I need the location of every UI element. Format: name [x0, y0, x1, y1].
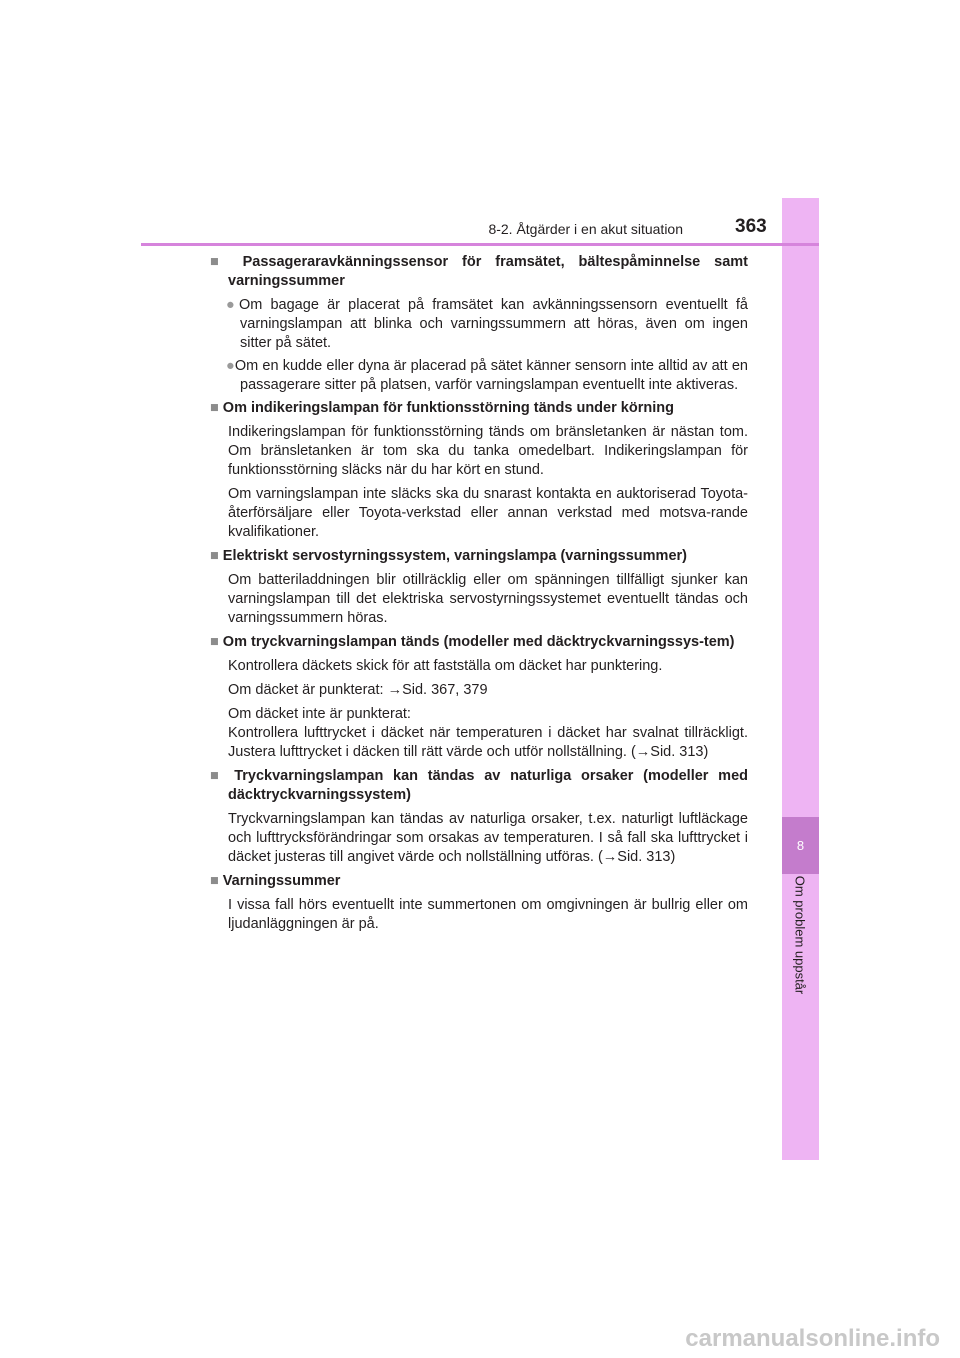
paragraph: Tryckvarningslampan kan tändas av naturliga orsaker, t.ex. naturligt luftläckage och lufttrycksförändringar som orsakas av temperaturen. I så fall ska lufttrycket i däcket justeras till angivet värde och nollställning utföras. (→Sid. 313): [228, 811, 748, 865]
section-title: 8-2. Åtgärder i en akut situation: [488, 221, 683, 237]
list-item-text: Om en kudde eller dyna är placerad på sätet känner sensorn inte alltid av att en passagerare sitter på platsen, varför varningslampan eventuellt inte aktiveras.: [234, 358, 748, 393]
section-heading: [210, 547, 748, 566]
chapter-title-text: Om problem uppstår: [792, 875, 808, 995]
section-heading-text: Varningssummer: [222, 873, 341, 889]
square-bullet-icon: ■: [210, 254, 243, 270]
page-content: [210, 253, 748, 939]
section-heading: [210, 767, 748, 805]
square-bullet-icon: ■: [210, 634, 223, 650]
header-rule: [141, 243, 819, 246]
section-heading: [210, 399, 748, 418]
paragraph: Om batteriladdningen blir otillräcklig eller om spänningen tillfälligt sjunker kan varningslampan till det elektriska servostyrningssystemet eventuellt tändas och varningssummern höras.: [228, 572, 748, 626]
list-item-text: Om bagage är placerat på framsätet kan avkänningssensorn eventuellt få varningslampan att blinka och varningssummern att höras, även om ingen sitter på sätet.: [238, 297, 748, 351]
page-number: 363: [735, 216, 767, 237]
square-bullet-icon: ■: [210, 768, 235, 784]
square-bullet-icon: ■: [210, 400, 223, 416]
paragraph: Indikeringslampan för funktionsstörning tänds om bränsletanken är nästan tom. Om bränsletanken är tom ska du tanka omedelbart. Indikeringslampan för funktionsstörning släcks när du har kört en stund.: [228, 424, 748, 478]
chapter-number-box: 8: [782, 817, 819, 874]
section-heading-text: Elektriskt servostyrningssystem, varningslampa (varningssummer): [222, 548, 687, 564]
round-bullet-icon: ●: [226, 297, 239, 313]
list-item: [210, 296, 748, 353]
watermark: carmanualsonline.info: [685, 1325, 940, 1352]
round-bullet-icon: ●: [226, 358, 235, 374]
paragraph: Om däcket är punkterat: →Sid. 367, 379: [228, 682, 488, 698]
section-heading: [210, 253, 748, 291]
square-bullet-icon: ■: [210, 873, 223, 889]
section-heading: [210, 633, 748, 652]
paragraph: Om däcket inte är punkterat: Kontrollera lufttrycket i däcket när temperaturen i däcket har svalnat tillräckligt. Justera lufttrycket i däcken till rätt värde och utför nollställning. (→Sid. 313): [228, 706, 748, 760]
list-item: [210, 357, 748, 395]
chapter-side-tab: [782, 198, 819, 1160]
section-heading-text: Om indikeringslampan för funktionsstörning tänds under körning: [222, 400, 674, 416]
paragraph: I vissa fall hörs eventuellt inte summertonen om omgivningen är bullrig eller om ljudanläggningen är på.: [228, 897, 748, 932]
section-heading: [210, 872, 748, 891]
section-heading-text: Passageraravkänningssensor för framsätet, bältespåminnelse samt varningssummer: [228, 254, 748, 289]
paragraph: Kontrollera däckets skick för att fastställa om däcket har punktering.: [228, 658, 663, 674]
section-heading-text: Om tryckvarningslampan tänds (modeller med däcktryckvarningssys-tem): [222, 634, 735, 650]
section-heading-text: Tryckvarningslampan kan tändas av naturliga orsaker (modeller med däcktryckvarningssystem): [228, 768, 748, 803]
paragraph: Om varningslampan inte släcks ska du snarast kontakta en auktoriserad Toyota-återförsäljare eller Toyota-verkstad eller annan verkstad med motsva-rande kvalifikationer.: [228, 486, 748, 540]
square-bullet-icon: ■: [210, 548, 223, 564]
